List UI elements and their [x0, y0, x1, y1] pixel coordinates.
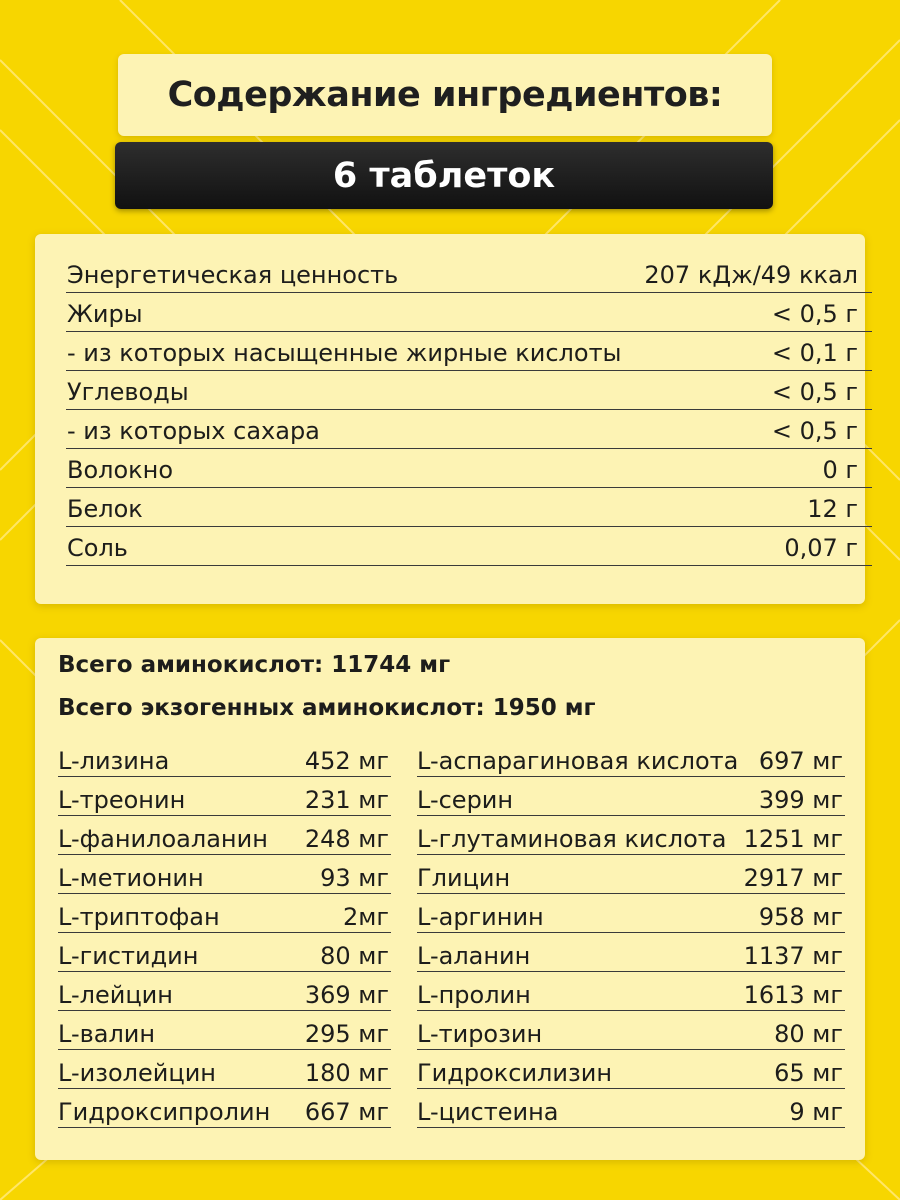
amino-value: 369 мг [304, 981, 389, 1009]
amino-row [58, 937, 391, 972]
amino-value: 248 мг [304, 825, 389, 853]
nutrition-row [66, 528, 872, 566]
nutrition-row [66, 411, 872, 449]
nutrition-value: < 0,5 г [771, 300, 858, 328]
total-amino-acids: Всего аминокислот: 11744 мг [58, 652, 451, 678]
page-title: Содержание ингредиентов: [118, 54, 772, 136]
amino-row [58, 820, 391, 855]
amino-value: 231 мг [304, 786, 389, 814]
nutrition-row [66, 255, 872, 293]
nutrition-row [66, 294, 872, 332]
nutrition-label: Жиры [67, 300, 143, 328]
nutrition-label: Соль [67, 534, 128, 562]
amino-row [58, 976, 391, 1011]
amino-row [58, 898, 391, 933]
amino-row [417, 976, 845, 1011]
amino-label: L-пролин [417, 981, 531, 1009]
amino-label: L-цистеина [417, 1098, 559, 1126]
nutrition-value: < 0,1 г [771, 339, 858, 367]
amino-row [417, 1093, 845, 1128]
amino-row [417, 1015, 845, 1050]
amino-label: L-валин [58, 1020, 156, 1048]
nutrition-facts-panel [35, 234, 865, 604]
amino-value: 80 мг [774, 1020, 843, 1048]
amino-label: Гидроксипролин [58, 1098, 271, 1126]
amino-row [417, 820, 845, 855]
nutrition-label: - из которых насыщенные жирные кислоты [67, 339, 622, 367]
nutrition-value: 207 кДж/49 ккал [644, 261, 858, 289]
amino-row [58, 742, 391, 777]
amino-row [417, 937, 845, 972]
amino-value: 180 мг [304, 1059, 389, 1087]
amino-label: L-триптофан [58, 903, 220, 931]
nutrition-value: < 0,5 г [771, 378, 858, 406]
amino-value: 1613 мг [743, 981, 843, 1009]
amino-row [58, 1015, 391, 1050]
amino-value: 9 мг [789, 1098, 843, 1126]
serving-size-banner: 6 таблеток [115, 142, 773, 209]
amino-label: L-аланин [417, 942, 531, 970]
amino-label: L-аргинин [417, 903, 544, 931]
amino-value: 667 мг [304, 1098, 389, 1126]
amino-value: 399 мг [758, 786, 843, 814]
amino-row [58, 1054, 391, 1089]
amino-label: L-серин [417, 786, 514, 814]
amino-value: 80 мг [320, 942, 389, 970]
nutrition-value: 0,07 г [784, 534, 858, 562]
nutrition-label: Волокно [67, 456, 174, 484]
amino-value: 1251 мг [743, 825, 843, 853]
amino-value: 2мг [343, 903, 389, 931]
nutrition-value: < 0,5 г [771, 417, 858, 445]
amino-row [417, 898, 845, 933]
nutrition-row [66, 450, 872, 488]
total-essential-amino-acids: Всего экзогенных аминокислот: 1950 мг [58, 695, 596, 721]
amino-label: L-гистидин [58, 942, 199, 970]
amino-label: L-аспарагиновая кислота [417, 747, 739, 775]
amino-value: 958 мг [758, 903, 843, 931]
amino-label: L-изолейцин [58, 1059, 216, 1087]
amino-row [417, 1054, 845, 1089]
nutrition-label: - из которых сахара [67, 417, 320, 445]
amino-row [58, 781, 391, 816]
amino-value: 1137 мг [743, 942, 843, 970]
amino-value: 93 мг [320, 864, 389, 892]
amino-acids-panel [35, 638, 865, 1160]
amino-label: L-фанилоаланин [58, 825, 268, 853]
nutrition-label: Белок [67, 495, 143, 523]
amino-row [58, 1093, 391, 1128]
amino-row [417, 859, 845, 894]
amino-value: 2917 мг [743, 864, 843, 892]
amino-label: L-лейцин [58, 981, 173, 1009]
nutrition-row [66, 489, 872, 527]
amino-label: Глицин [417, 864, 511, 892]
amino-row [417, 742, 845, 777]
amino-label: L-метионин [58, 864, 204, 892]
nutrition-row [66, 372, 872, 410]
amino-label: Гидроксилизин [417, 1059, 613, 1087]
amino-label: L-тирозин [417, 1020, 543, 1048]
amino-label: L-глутаминовая кислота [417, 825, 727, 853]
nutrition-label: Углеводы [67, 378, 189, 406]
amino-value: 65 мг [774, 1059, 843, 1087]
amino-row [417, 781, 845, 816]
amino-label: L-треонин [58, 786, 186, 814]
nutrition-label: Энергетическая ценность [67, 261, 399, 289]
amino-row [58, 859, 391, 894]
amino-label: L-лизина [58, 747, 170, 775]
amino-value: 452 мг [304, 747, 389, 775]
nutrition-value: 12 г [807, 495, 858, 523]
nutrition-value: 0 г [822, 456, 858, 484]
amino-value: 697 мг [758, 747, 843, 775]
amino-value: 295 мг [304, 1020, 389, 1048]
nutrition-row [66, 333, 872, 371]
